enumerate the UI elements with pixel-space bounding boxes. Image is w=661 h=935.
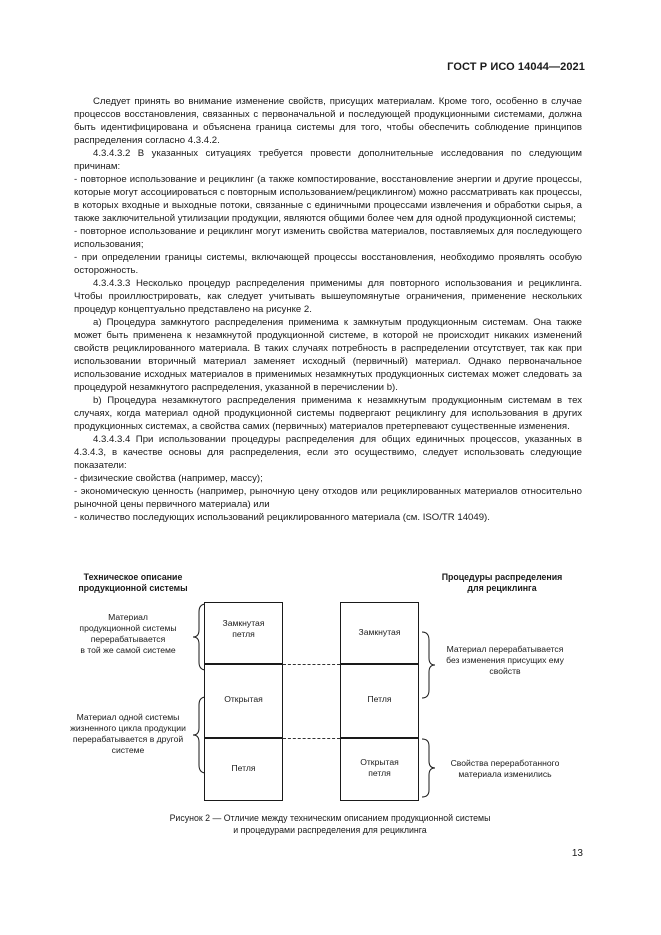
list-item: - физические свойства (например, массу); — [74, 472, 582, 485]
left-note-other-system: Материал одной системы жизненного цикла продукции перерабатывается в другой системе — [70, 712, 186, 755]
box1-divider-top — [204, 663, 283, 665]
box2-divider-top — [340, 663, 419, 665]
paragraph: Следует принять во внимание изменение свойств, присущих материалам. Кроме того, особенно в случае процессов восстановления, связанных с первоначальной и последующей продукционными системами, должна быть идентифицирована и объяснена граница системы для того, чтобы обеспечить соблюдение принципов распределения согласно 4.3.4.2. — [74, 96, 582, 146]
box1-divider-bottom — [204, 737, 283, 739]
paragraph: 4.3.4.3.4 При использовании процедуры распределения для общих единичных процессов, указанных в 4.3.4.3, в качестве основы для распределения, если это осуществимо, следует использовать следующие показатели: — [74, 434, 582, 471]
figure-2 — [58, 572, 598, 812]
left-note-same-system: Материал продукционной системы перерабатывается в той же самой системе — [79, 612, 177, 655]
box2-closed-label: Замкнутая — [358, 627, 401, 637]
paragraph: 4.3.4.3.2 В указанных ситуациях требуется провести дополнительные исследования по следующим причинам: — [74, 148, 582, 172]
paragraph: а) Процедура замкнутого распределения применима к замкнутым продукционным системам. Она также может быть применена к незамкнутой продукционной системе, в которой не происходит никаких изменений свойств рециклированного материала. В таких случаях потребность в распределении отсутствует, так как при использовании вторичный материал заменяет исходный (первичный) материал. Однако первоначальное использование исходных материалов в применимых незамкнутых продукционных системах может следовать за процедурой незамкнутого распределения, указанной в перечислении b). — [74, 317, 582, 393]
dashed-connector-top — [283, 664, 340, 665]
right-note-unchanged: Материал перерабатывается без изменения присущих ему свойств — [446, 644, 564, 676]
box2-open-loop-label: Открытая петля — [360, 757, 399, 778]
box1-closed-loop-label: Замкнутая петля — [222, 618, 265, 639]
figure-caption: Рисунок 2 — Отличие между техническим описанием продукционной системы и процедурами распределения для рециклинга — [169, 813, 491, 835]
box2-loop-label: Петля — [367, 694, 392, 704]
box2-divider-bottom — [340, 737, 419, 739]
list-item: - экономическую ценность (например, рыночную цену отходов или рециклированных материалов относительно рыночной цены первичного материала) или — [74, 485, 582, 511]
figure-left-title: Техническое описание продукционной системы — [78, 572, 188, 593]
list-item: - повторное использование и рециклинг (а также компостирование, восстановление энергии и другие процессы, которые могут ассоциироваться с повторным использованием/рециклингом) можно рассматривать как процессы, в которых входные и выходные потоки, связанные с единичными процессами извлечения и обработки сырья, а также заключительной утилизации продукции, являются общими более чем для одной продукционной системы; — [74, 173, 582, 225]
page-number: 13 — [571, 848, 583, 859]
paragraph: b) Процедура незамкнутого распределения применима к незамкнутым продукционным системам в тех случаях, когда материал одной продукционной системы подвергают рециклингу для использования в других продукционных системах, а свойства самих (первичных) материалов претерпевают существенные изменения. — [74, 395, 582, 432]
box1-open-label: Открытая — [224, 694, 263, 704]
list-item: - количество последующих использований рециклированного материала (см. ISO/TR 14049). — [74, 511, 582, 524]
right-note-changed: Свойства переработанного материала изменились — [450, 758, 560, 779]
figure-right-title: Процедуры распределения для рециклинга — [441, 572, 563, 593]
box1-loop-label: Петля — [231, 763, 256, 773]
body-text — [74, 95, 582, 524]
list-item: - повторное использование и рециклинг могут изменить свойства материалов, поставляемых для последующего использования; — [74, 225, 582, 251]
paragraph: 4.3.4.3.3 Несколько процедур распределения применимы для повторного использования и рециклинга. Чтобы проиллюстрировать, как следует учитывать вышеупомянутые ограничения, применение нескольких процедур концептуально представлено на рисунке 2. — [74, 278, 582, 315]
standard-header: ГОСТ Р ИСО 14044—2021 — [447, 61, 585, 73]
dashed-connector-bottom — [283, 738, 340, 739]
list-item: - при определении границы системы, включающей процессы восстановления, необходимо проявлять особую осторожность. — [74, 251, 582, 277]
